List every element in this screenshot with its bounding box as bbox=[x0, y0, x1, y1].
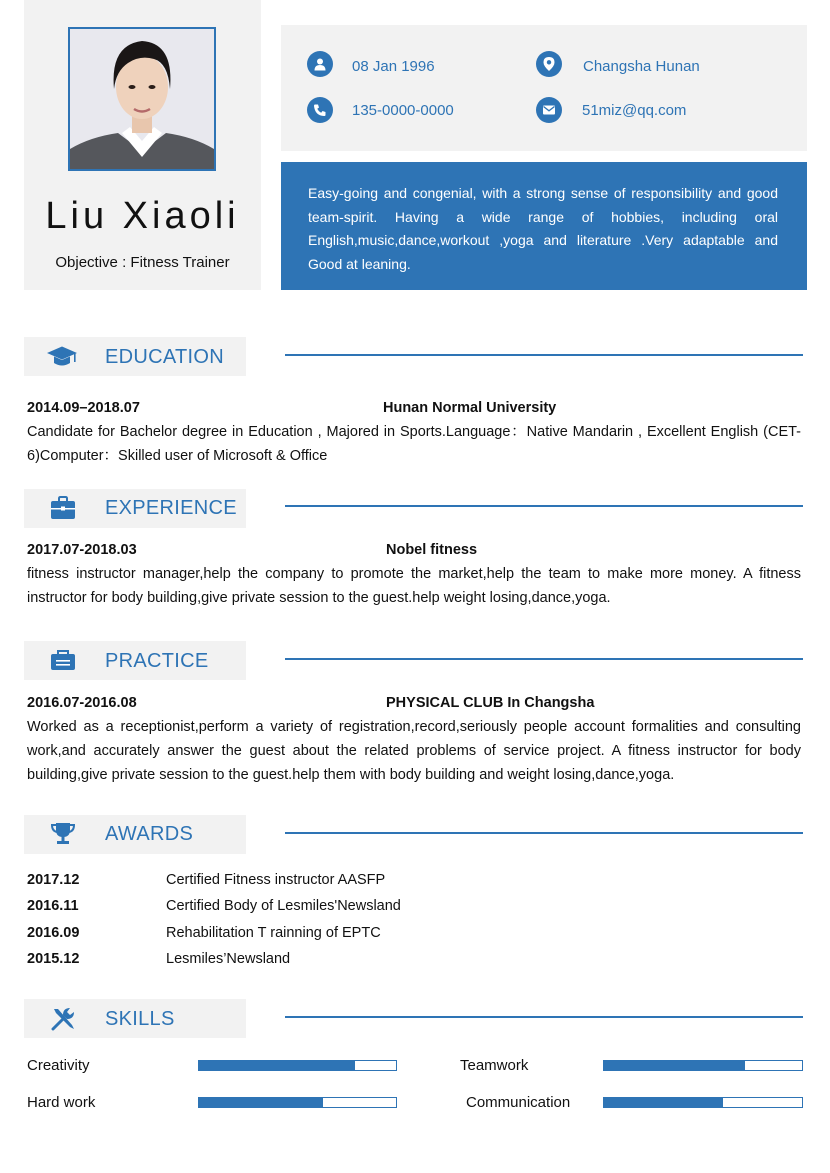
awards-title: AWARDS bbox=[105, 823, 194, 845]
skill-level-bar bbox=[603, 1097, 803, 1108]
education-title: EDUCATION bbox=[105, 346, 224, 368]
experience-divider bbox=[285, 505, 803, 507]
email-text: 51miz@qq.com bbox=[582, 102, 687, 119]
practice-description: Worked as a receptionist,perform a variety of registration,record,seriously people account formalities and consulting work,and accurately answer the guest about the related problems of service project. A fitness instructor for body building,give private session to the guest.help them with body building and weight losing,dance,yoga. bbox=[27, 719, 801, 783]
user-icon bbox=[307, 51, 333, 77]
briefcase-icon bbox=[50, 496, 76, 525]
practice-date: 2016.07-2016.08 bbox=[27, 695, 137, 711]
education-date: 2014.09–2018.07 bbox=[27, 400, 140, 416]
profile-photo bbox=[68, 27, 216, 171]
skill-label: Teamwork bbox=[460, 1057, 529, 1074]
toolbox-icon bbox=[50, 649, 76, 676]
trophy-icon bbox=[50, 822, 76, 851]
location-pin-icon bbox=[536, 51, 562, 77]
graduation-cap-icon bbox=[46, 345, 78, 374]
education-school: Hunan Normal University bbox=[383, 400, 557, 416]
education-divider bbox=[285, 354, 803, 356]
experience-date: 2017.07-2018.03 bbox=[27, 542, 137, 558]
experience-title: EXPERIENCE bbox=[105, 497, 237, 519]
experience-description: fitness instructor manager,help the company to promote the market,help the team to make more money. A fitness instructor for body building,give private session to the guest.help weight losing,dance,yoga. bbox=[27, 566, 801, 606]
skill-level-fill bbox=[199, 1061, 355, 1070]
location-text: Changsha Hunan bbox=[583, 58, 700, 75]
award-date: 2016.09 bbox=[27, 925, 80, 941]
phone-icon bbox=[307, 97, 333, 123]
skill-level-bar bbox=[198, 1097, 397, 1108]
award-name: Certified Fitness instructor AASFP bbox=[166, 872, 386, 888]
skill-label: Hard work bbox=[27, 1094, 96, 1111]
skills-title: SKILLS bbox=[105, 1008, 175, 1030]
contact-panel bbox=[281, 25, 807, 151]
skill-level-fill bbox=[604, 1061, 745, 1070]
awards-divider bbox=[285, 832, 803, 834]
skill-label: Communication bbox=[466, 1094, 571, 1111]
profile-name: Liu Xiaoli bbox=[45, 195, 240, 237]
skill-level-fill bbox=[199, 1098, 323, 1107]
award-name: Lesmiles’Newsland bbox=[166, 951, 291, 967]
skill-level-fill bbox=[604, 1098, 723, 1107]
award-name: Certified Body of Lesmiles'Newsland bbox=[166, 898, 401, 914]
practice-org: PHYSICAL CLUB In Changsha bbox=[386, 695, 595, 711]
skills-divider bbox=[285, 1016, 803, 1018]
award-date: 2016.11 bbox=[27, 898, 79, 914]
practice-title: PRACTICE bbox=[105, 650, 209, 672]
award-date: 2015.12 bbox=[27, 951, 80, 967]
birthdate-text: 08 Jan 1996 bbox=[352, 58, 435, 75]
skill-label: Creativity bbox=[27, 1057, 90, 1074]
education-description: Candidate for Bachelor degree in Education , Majored in Sports.Language：Native Mandarin , Excellent English (CET-6)Computer：Skilled user of Microsoft & Office bbox=[27, 424, 801, 464]
skill-level-bar bbox=[198, 1060, 397, 1071]
experience-org: Nobel fitness bbox=[386, 542, 478, 558]
award-name: Rehabilitation T rainning of EPTC bbox=[166, 925, 381, 941]
mail-icon bbox=[536, 97, 562, 123]
practice-divider bbox=[285, 658, 803, 660]
objective-text: Objective : Fitness Trainer bbox=[55, 254, 230, 271]
skill-level-bar bbox=[603, 1060, 803, 1071]
phone-text: 135-0000-0000 bbox=[352, 102, 454, 119]
tools-icon bbox=[50, 1006, 76, 1037]
summary-text: Easy-going and congenial, with a strong sense of responsibility and good team-spirit. Having a wide range of hobbies, including oral English,music,dance,workout ,yoga and literature .Very adaptable and Good at leaning. bbox=[308, 185, 778, 272]
award-date: 2017.12 bbox=[27, 872, 80, 888]
